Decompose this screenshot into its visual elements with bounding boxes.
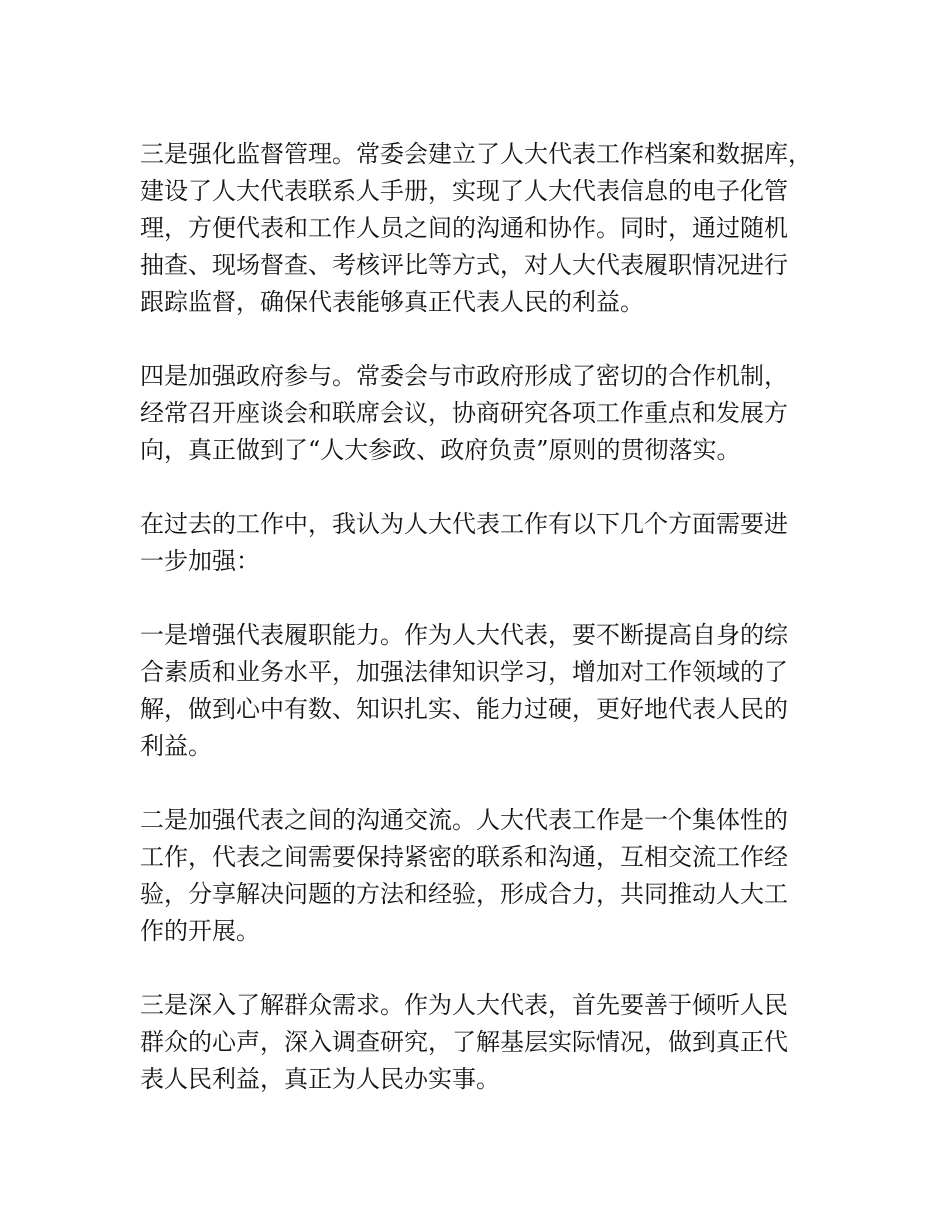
text-line: 一步加强： bbox=[140, 547, 260, 575]
text-line: 四是加强政府参与。常委会与市政府形成了密切的合作机制， bbox=[140, 362, 788, 390]
text-line: 工作，代表之间需要保持紧密的联系和沟通，互相交流工作经 bbox=[140, 843, 788, 871]
text-line: 向，真正做到了“人大参政、政府负责”原则的贯彻落实。 bbox=[140, 436, 741, 464]
paragraph-government-participation bbox=[140, 358, 840, 469]
text-line: 二是加强代表之间的沟通交流。人大代表工作是一个集体性的 bbox=[140, 806, 788, 834]
text-line: 建设了人大代表联系人手册，实现了人大代表信息的电子化管 bbox=[140, 177, 788, 205]
text-line: 表人民利益，真正为人民办实事。 bbox=[140, 1065, 500, 1093]
text-line: 群众的心声，深入调查研究，了解基层实际情况，做到真正代 bbox=[140, 1028, 788, 1056]
text-line: 合素质和业务水平，加强法律知识学习，增加对工作领域的了 bbox=[140, 658, 788, 686]
text-line: 抽查、现场督查、考核评比等方式，对人大代表履职情况进行 bbox=[140, 251, 788, 279]
paragraph-public-needs bbox=[140, 987, 840, 1098]
paragraph-supervision bbox=[140, 136, 840, 321]
text-line: 三是强化监督管理。常委会建立了人大代表工作档案和数据库， bbox=[140, 140, 812, 168]
text-line: 一是增强代表履职能力。作为人大代表，要不断提高自身的综 bbox=[140, 621, 788, 649]
paragraph-capability bbox=[140, 617, 840, 765]
text-line: 跟踪监督，确保代表能够真正代表人民的利益。 bbox=[140, 288, 644, 316]
text-line: 经常召开座谈会和联席会议，协商研究各项工作重点和发展方 bbox=[140, 399, 788, 427]
text-line: 利益。 bbox=[140, 732, 212, 760]
text-line: 作的开展。 bbox=[140, 917, 260, 945]
document-body bbox=[140, 136, 840, 1135]
text-line: 验，分享解决问题的方法和经验，形成合力，共同推动人大工 bbox=[140, 880, 788, 908]
text-line: 在过去的工作中，我认为人大代表工作有以下几个方面需要进 bbox=[140, 510, 788, 538]
text-line: 解，做到心中有数、知识扎实、能力过硬，更好地代表人民的 bbox=[140, 695, 788, 723]
text-line: 三是深入了解群众需求。作为人大代表，首先要善于倾听人民 bbox=[140, 991, 788, 1019]
paragraph-intro-improvements bbox=[140, 506, 840, 580]
text-line: 理，方便代表和工作人员之间的沟通和协作。同时，通过随机 bbox=[140, 214, 788, 242]
paragraph-communication bbox=[140, 802, 840, 950]
